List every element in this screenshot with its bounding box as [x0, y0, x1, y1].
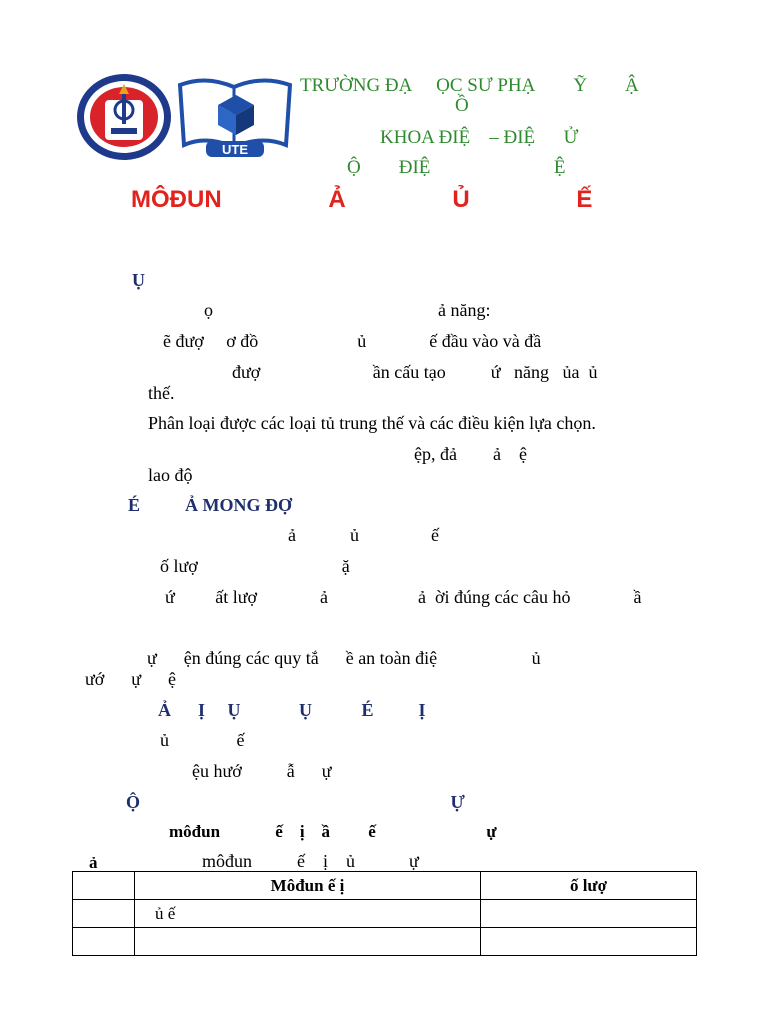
expected-result-4: ự ện đúng các quy tắ ề an toàn điệ ủ [147, 648, 541, 668]
material-1: ủ ế [160, 730, 245, 750]
objective-4-cont: lao độ [148, 465, 193, 485]
prerequisite-line: môđun ế ị ầ ế ự [169, 822, 497, 841]
table-header-cell [73, 872, 135, 900]
objective-3: Phân loại được các loại tủ trung thế và các điều kiện lựa chọn. [148, 413, 596, 433]
prerequisite-line2-b: môđun ế ị ủ ự [202, 851, 419, 871]
table-cell [135, 928, 481, 956]
table-cell [481, 928, 697, 956]
table-cell [73, 900, 135, 928]
table-row [73, 928, 697, 956]
section-materials-heading: Ả Ị Ụ Ụ É Ị [158, 700, 426, 720]
department-name: Ộ ĐIỆ Ệ [347, 157, 566, 178]
objective-1: ẽ đượ ơ đồ ủ ế đầu vào và đầ [163, 331, 542, 351]
school-logo [75, 72, 173, 162]
ute-logo-text: UTE [222, 142, 248, 157]
faculty-name: KHOA ĐIỆ – ĐIỆ Ử [380, 127, 579, 148]
objectives-intro: ọ ả năng: [204, 300, 491, 320]
school-name-line1b: Ồ [455, 95, 469, 116]
table-cell [73, 928, 135, 956]
module-title: MÔĐUN Ả Ủ Ế [131, 186, 593, 213]
section-prerequisites-heading: Ộ Ự [126, 792, 465, 812]
table-header-row [73, 872, 697, 900]
table-cell: ủ ế [135, 900, 481, 928]
prerequisite-line2-a: ả [89, 853, 98, 872]
material-2: ệu hướ ẫ ự [192, 761, 332, 781]
expected-result-2: ố lượ ặ [160, 556, 350, 576]
section-expected-results-heading: É Ả MONG ĐỢ [128, 495, 292, 515]
school-name-line1: TRƯỜNG ĐẠ ỌC SƯ PHẠ Ỹ Ậ [300, 75, 639, 96]
objective-4: ệp, đả ả ệ [414, 444, 527, 464]
objective-2: đượ ần cấu tạo ứ năng ủa ủ [232, 362, 598, 382]
expected-result-1: ả ủ ế [288, 525, 439, 545]
module-table [72, 871, 697, 956]
expected-result-3: ứ ất lượ ả ả ời đúng các câu hỏ ầ [165, 587, 642, 607]
table-row [73, 900, 697, 928]
expected-result-4-cont: ướ ự ệ [85, 669, 177, 689]
table-header-cell: Môđun ế ị [135, 872, 481, 900]
table-header-cell: ố lượ [481, 872, 697, 900]
ute-logo [176, 75, 294, 161]
table-cell [481, 900, 697, 928]
objective-2-cont: thế. [148, 383, 175, 403]
section-objectives-heading: Ụ [132, 270, 145, 290]
